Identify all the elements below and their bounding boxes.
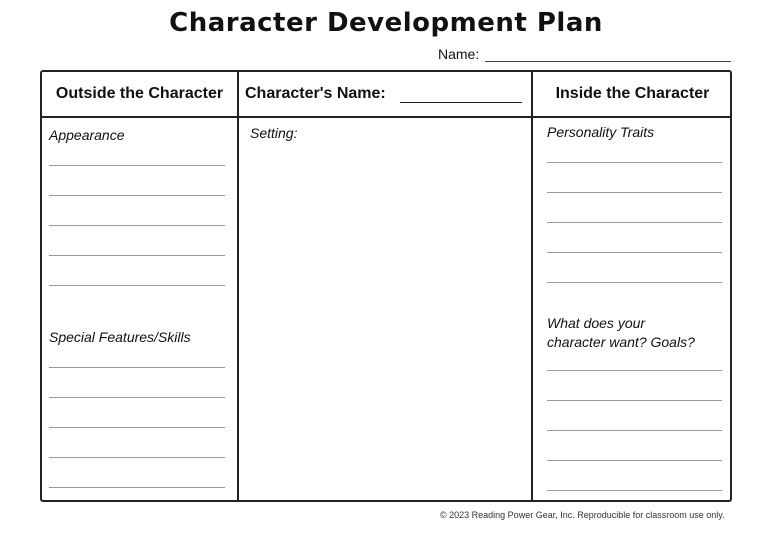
special-features-write-line[interactable]: [49, 397, 225, 398]
goals-write-line[interactable]: [547, 460, 722, 461]
copyright-footer: © 2023 Reading Power Gear, Inc. Reproducible for classroom use only.: [440, 510, 725, 520]
personality-write-line[interactable]: [547, 282, 722, 283]
appearance-label: Appearance: [49, 127, 125, 143]
column-divider-right: [531, 72, 533, 500]
goals-label-line1: What does your: [547, 315, 646, 331]
header-inside: Inside the Character: [555, 85, 710, 102]
page-title: Character Development Plan: [169, 8, 603, 38]
appearance-write-line[interactable]: [49, 165, 225, 166]
special-features-write-line[interactable]: [49, 457, 225, 458]
character-name-label: Character's Name:: [245, 85, 386, 102]
setting-write-area[interactable]: [240, 118, 530, 500]
special-features-write-line[interactable]: [49, 367, 225, 368]
appearance-write-line[interactable]: [49, 255, 225, 256]
personality-write-line[interactable]: [547, 162, 722, 163]
goals-write-line[interactable]: [547, 490, 722, 491]
personality-write-line[interactable]: [547, 222, 722, 223]
worksheet-grid: [40, 70, 732, 502]
goals-write-line[interactable]: [547, 430, 722, 431]
special-features-label: Special Features/Skills: [49, 329, 191, 345]
header-outside: Outside the Character: [55, 85, 224, 102]
personality-write-line[interactable]: [547, 192, 722, 193]
special-features-write-line[interactable]: [49, 487, 225, 488]
personality-write-line[interactable]: [547, 252, 722, 253]
personality-traits-label: Personality Traits: [547, 124, 655, 140]
student-name-field: [438, 46, 731, 62]
goals-label-line2: character want? Goals?: [547, 334, 695, 350]
name-label: Name:: [438, 46, 480, 62]
special-features-write-line[interactable]: [49, 427, 225, 428]
setting-label: Setting:: [250, 125, 298, 141]
goals-write-line[interactable]: [547, 400, 722, 401]
goals-write-line[interactable]: [547, 370, 722, 371]
header-character-name: [239, 72, 531, 116]
name-write-line[interactable]: [485, 47, 731, 62]
character-name-write-line[interactable]: [400, 86, 522, 103]
appearance-write-line[interactable]: [49, 285, 225, 286]
appearance-write-line[interactable]: [49, 195, 225, 196]
column-divider-left: [237, 72, 239, 500]
appearance-write-line[interactable]: [49, 225, 225, 226]
